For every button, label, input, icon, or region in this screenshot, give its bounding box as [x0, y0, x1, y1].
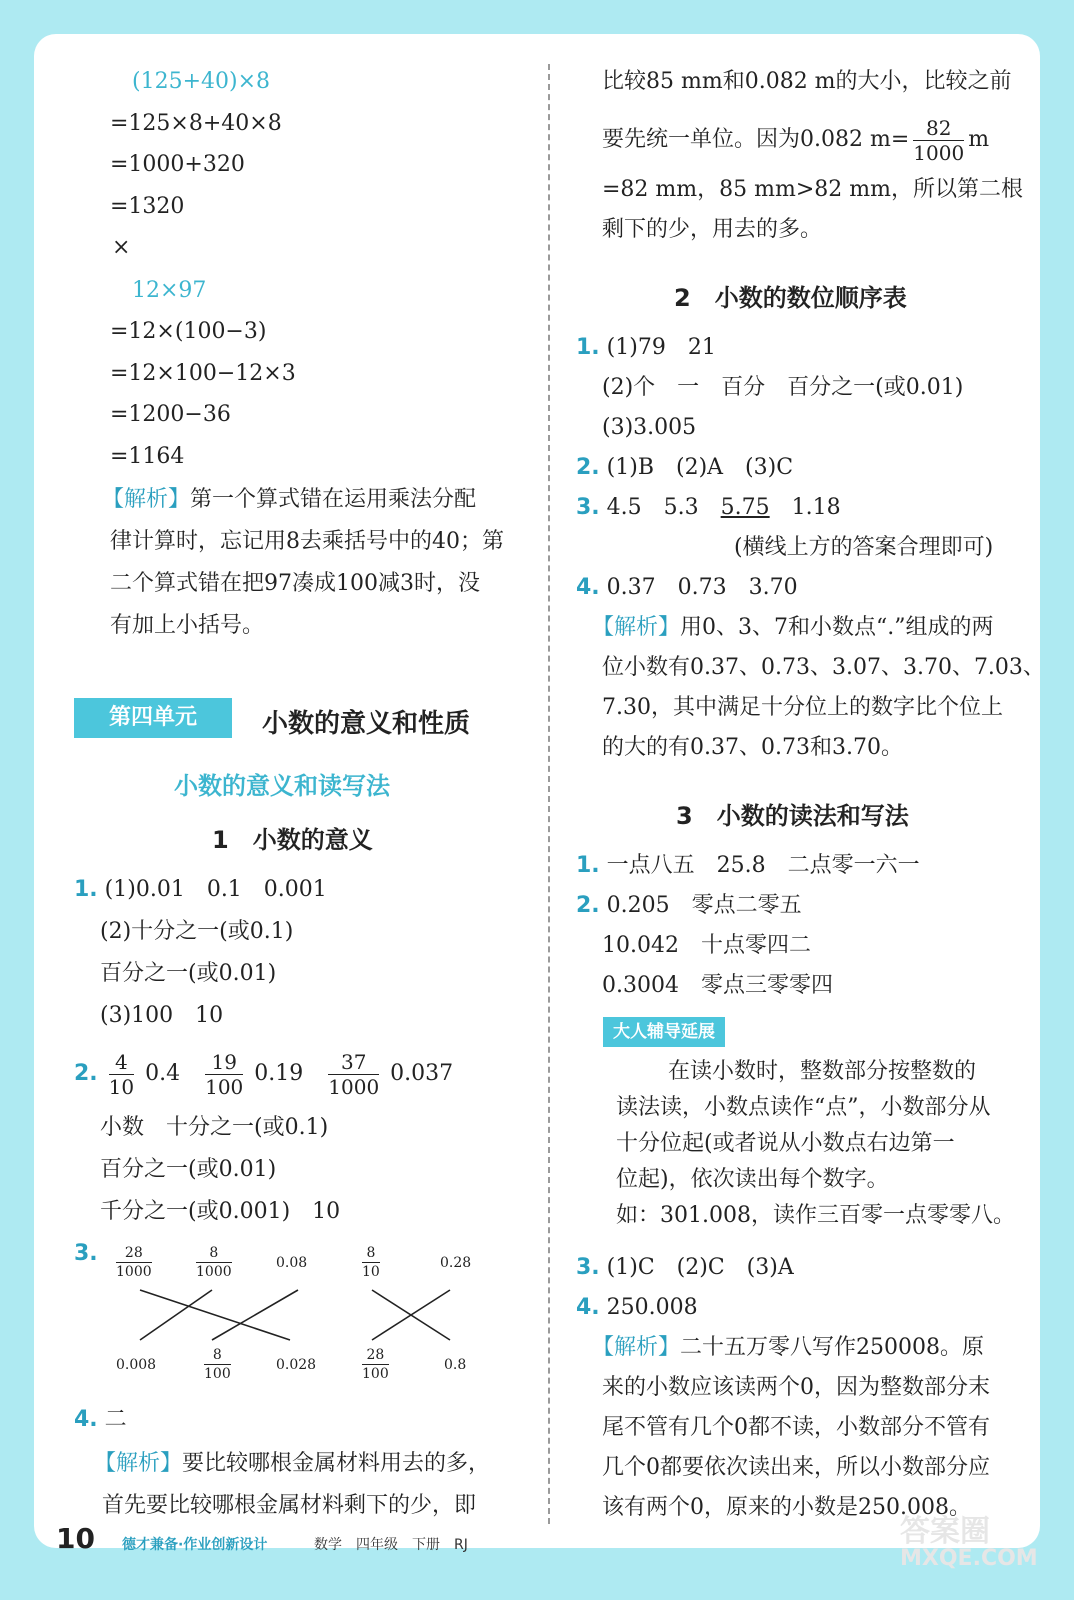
- analysis-tag: 【解析】: [592, 615, 681, 640]
- question-number: 4.: [576, 575, 600, 600]
- answer-line: 1.18: [769, 495, 841, 520]
- analysis-tag: 【解析】: [102, 487, 191, 512]
- analysis-text: 要比较哪根金属材料用去的多，: [182, 1451, 491, 1476]
- calc2-line: =12×100−12×3: [110, 361, 296, 386]
- section-title: 1 小数的意义: [212, 826, 373, 854]
- answer-line: (1)C (2)C (3)A: [606, 1255, 794, 1280]
- question-number: 4.: [74, 1407, 98, 1432]
- fraction: $\frac{19}{100}$: [205, 1049, 244, 1099]
- brand-name: 德才兼备·作业创新设计: [122, 1537, 268, 1553]
- answer-line: (2)个 一 百分 百分之一(或0.01): [602, 375, 964, 400]
- match-fraction: 8 1000: [196, 1245, 232, 1280]
- unit-badge: 第四单元: [74, 698, 232, 738]
- section-title: 2 小数的数位顺序表: [674, 284, 907, 312]
- analysis-text: 第一个算式错在运用乘法分配: [190, 487, 477, 512]
- fraction: $\frac{4}{10}$: [108, 1049, 135, 1099]
- subsection-title: 小数的意义和读写法: [174, 772, 390, 800]
- extension-text: 在读小数时，整数部分按整数的: [668, 1059, 977, 1084]
- calc2-line: =1164: [110, 444, 185, 469]
- answer-value: 0.4: [145, 1061, 181, 1086]
- fraction: $\frac{82}{1000}$: [913, 115, 965, 165]
- watermark-site: MXQE.COM: [900, 1546, 1038, 1571]
- answer-line: 千分之一(或0.001) 10: [100, 1199, 341, 1224]
- extension-text: 读法读，小数点读作“点”，小数部分从: [616, 1095, 991, 1120]
- answer-line: 0.3004 零点三零零四: [602, 973, 833, 998]
- match-decimal: 0.028: [276, 1357, 317, 1373]
- match-fraction: 28 1000: [116, 1245, 152, 1280]
- calc1-line: =125×8+40×8: [110, 111, 282, 136]
- question-number: 3.: [74, 1241, 98, 1266]
- continued-text: 要先统一单位。因为0.082 m=: [602, 127, 910, 152]
- answer-line: (3)100 10: [100, 1003, 224, 1028]
- answer-line: (1)0.01 0.1 0.001: [104, 877, 327, 902]
- question-number: 1.: [74, 877, 98, 902]
- extension-text: 十分位起(或者说从小数点右边第一: [616, 1131, 955, 1156]
- analysis-text: 的大的有0.37、0.73和3.70。: [602, 735, 903, 760]
- analysis-text: 二十五万零八写作250008。原: [680, 1335, 984, 1360]
- question-number: 4.: [576, 1295, 600, 1320]
- analysis-text: 有加上小括号。: [110, 613, 265, 638]
- question-number: 2.: [74, 1061, 98, 1086]
- wrong-mark: ×: [112, 235, 131, 260]
- answer-line: 小数 十分之一(或0.1): [100, 1115, 329, 1140]
- analysis-text: 用0、3、7和小数点“.”组成的两: [680, 615, 994, 640]
- question-number: 1.: [576, 335, 600, 360]
- answer-line: (1)B (2)A (3)C: [606, 455, 794, 480]
- question-number: 1.: [576, 853, 600, 878]
- answer-line: (3)3.005: [602, 415, 697, 440]
- extension-text: 位起)，依次读出每个数字。: [616, 1167, 889, 1192]
- analysis-tag: 【解析】: [94, 1451, 183, 1476]
- analysis-tag: 【解析】: [592, 1335, 681, 1360]
- match-decimal: 0.28: [440, 1255, 472, 1271]
- calc2-line: 12×97: [132, 278, 207, 303]
- analysis-text: 律计算时，忘记用8去乘括号中的40；第: [110, 529, 504, 554]
- unit-title: 小数的意义和性质: [262, 709, 471, 739]
- analysis-text: 位小数有0.37、0.73、3.07、3.70、7.03、: [602, 655, 1045, 680]
- question-number: 2.: [576, 455, 600, 480]
- analysis-text: 来的小数应该读两个0，因为整数部分末: [602, 1375, 990, 1400]
- match-decimal: 0.008: [116, 1357, 157, 1373]
- analysis-text: 二个算式错在把97凑成100减3时，没: [110, 571, 480, 596]
- extension-text: 如：301.008，读作三百零一点零零八。: [616, 1203, 1015, 1228]
- answer-line: 0.205 零点二零五: [606, 893, 802, 918]
- calc1-line: =1320: [110, 194, 185, 219]
- answer-line: 百分之一(或0.01): [100, 961, 277, 986]
- answer-line: (2)十分之一(或0.1): [100, 919, 294, 944]
- answer-line: 二: [104, 1407, 127, 1432]
- underlined-answer: 5.75: [720, 495, 770, 520]
- calc2-line: =1200−36: [110, 402, 231, 427]
- answer-line: (1)79 21: [606, 335, 716, 360]
- answer-line: 一点八五 25.8 二点零一六一: [606, 853, 920, 878]
- question-number: 3.: [576, 1255, 600, 1280]
- answer-note: (横线上方的答案合理即可): [734, 535, 994, 560]
- continued-text: 剩下的少，用去的多。: [602, 217, 823, 242]
- answer-line: 10.042 十点零四二: [602, 933, 811, 958]
- calc1-line: (125+40)×8: [132, 69, 271, 94]
- analysis-text: 几个0都要依次读出来，所以小数部分应: [602, 1455, 990, 1480]
- answer-line: 百分之一(或0.01): [100, 1157, 277, 1182]
- section-title: 3 小数的读法和写法: [676, 802, 909, 830]
- unit-text: m: [968, 127, 990, 152]
- question-number: 2.: [576, 893, 600, 918]
- answer-line: 4.5 5.3: [606, 495, 721, 520]
- match-decimal: 0.8: [444, 1357, 467, 1373]
- match-fraction: 8 10: [362, 1245, 380, 1280]
- answer-value: 0.19: [254, 1061, 304, 1086]
- match-fraction: 8 100: [204, 1347, 231, 1382]
- answer-line: 0.37 0.73 3.70: [606, 575, 798, 600]
- calc2-line: =12×(100−3): [110, 319, 267, 344]
- analysis-text: 该有两个0，原来的小数是250.008。: [602, 1495, 971, 1520]
- calc1-line: =1000+320: [110, 152, 245, 177]
- page-number: 10: [56, 1522, 95, 1555]
- continued-text: =82 mm，85 mm>82 mm，所以第二根: [602, 177, 1023, 202]
- match-fraction: 28 100: [362, 1347, 389, 1382]
- analysis-text: 7.30，其中满足十分位上的数字比个位上: [602, 695, 1003, 720]
- answer-value: 0.037: [390, 1061, 454, 1086]
- analysis-text: 尾不管有几个0都不读，小数部分不管有: [602, 1415, 990, 1440]
- subject-info: 数学 四年级 下册 RJ: [314, 1537, 468, 1553]
- extension-badge: 大人辅导延展: [603, 1017, 725, 1047]
- answer-line: 250.008: [606, 1295, 698, 1320]
- watermark-logo: 答案圈: [900, 1514, 990, 1549]
- match-decimal: 0.08: [276, 1255, 308, 1271]
- fraction: $\frac{37}{1000}$: [328, 1049, 380, 1099]
- continued-text: 比较85 mm和0.082 m的大小，比较之前: [602, 69, 1012, 94]
- analysis-text: 首先要比较哪根金属材料剩下的少，即: [102, 1493, 477, 1518]
- question-number: 3.: [576, 495, 600, 520]
